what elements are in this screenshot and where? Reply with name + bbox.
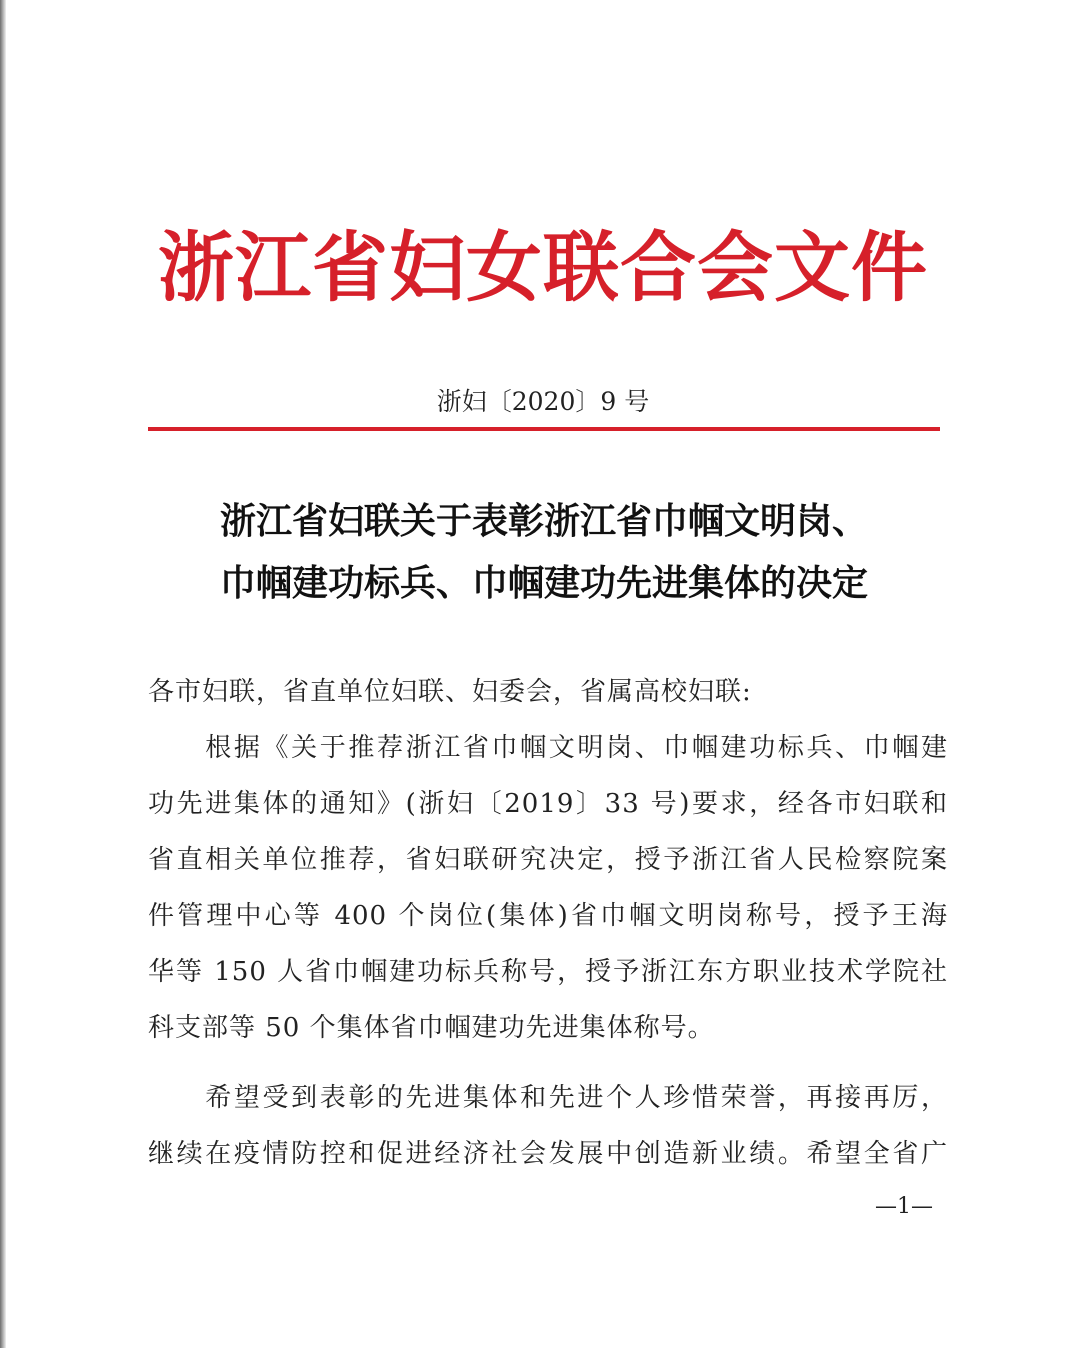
paragraph-1-line-6: 科支部等 50 个集体省巾帼建功先进集体称号。 — [148, 1013, 715, 1043]
paragraph-1-line-3: 省直相关单位推荐，省妇联研究决定，授予浙江省人民检察院案 — [148, 845, 948, 875]
document-title-line-1: 浙江省妇联关于表彰浙江省巾帼文明岗、 — [219, 500, 868, 542]
page-number: —1— — [875, 1194, 933, 1219]
paragraph-2-line-1: 希望受到表彰的先进集体和先进个人珍惜荣誉，再接再厉， — [148, 1083, 948, 1113]
document-body — [148, 664, 948, 1182]
document-number: 浙妇〔2020〕9 号 — [436, 387, 650, 416]
salutation: 各市妇联，省直单位妇联、妇委会，省属高校妇联: — [148, 677, 752, 707]
paragraph-2-line-2: 继续在疫情防控和促进经济社会发展中创造新业绩。希望全省广 — [148, 1139, 948, 1169]
document-title — [148, 490, 940, 614]
document-title-line-2: 巾帼建功标兵、巾帼建功先进集体的决定 — [219, 562, 868, 604]
scan-left-edge — [0, 0, 6, 1348]
paragraph-1-line-1: 根据《关于推荐浙江省巾帼文明岗、巾帼建功标兵、巾帼建 — [148, 733, 948, 763]
red-separator-line — [148, 427, 940, 431]
paragraph-1-line-5: 华等 150 人省巾帼建功标兵称号，授予浙江东方职业技术学院社 — [148, 957, 948, 987]
paragraph-1-line-2: 功先进集体的通知》(浙妇〔2019〕33 号)要求，经各市妇联和 — [148, 789, 948, 819]
paragraph-1-line-4: 件管理中心等 400 个岗位(集体)省巾帼文明岗称号，授予王海 — [148, 901, 948, 931]
issuing-authority-header: 浙江省妇女联合会文件 — [158, 223, 928, 312]
paragraph-gap — [148, 1056, 948, 1070]
